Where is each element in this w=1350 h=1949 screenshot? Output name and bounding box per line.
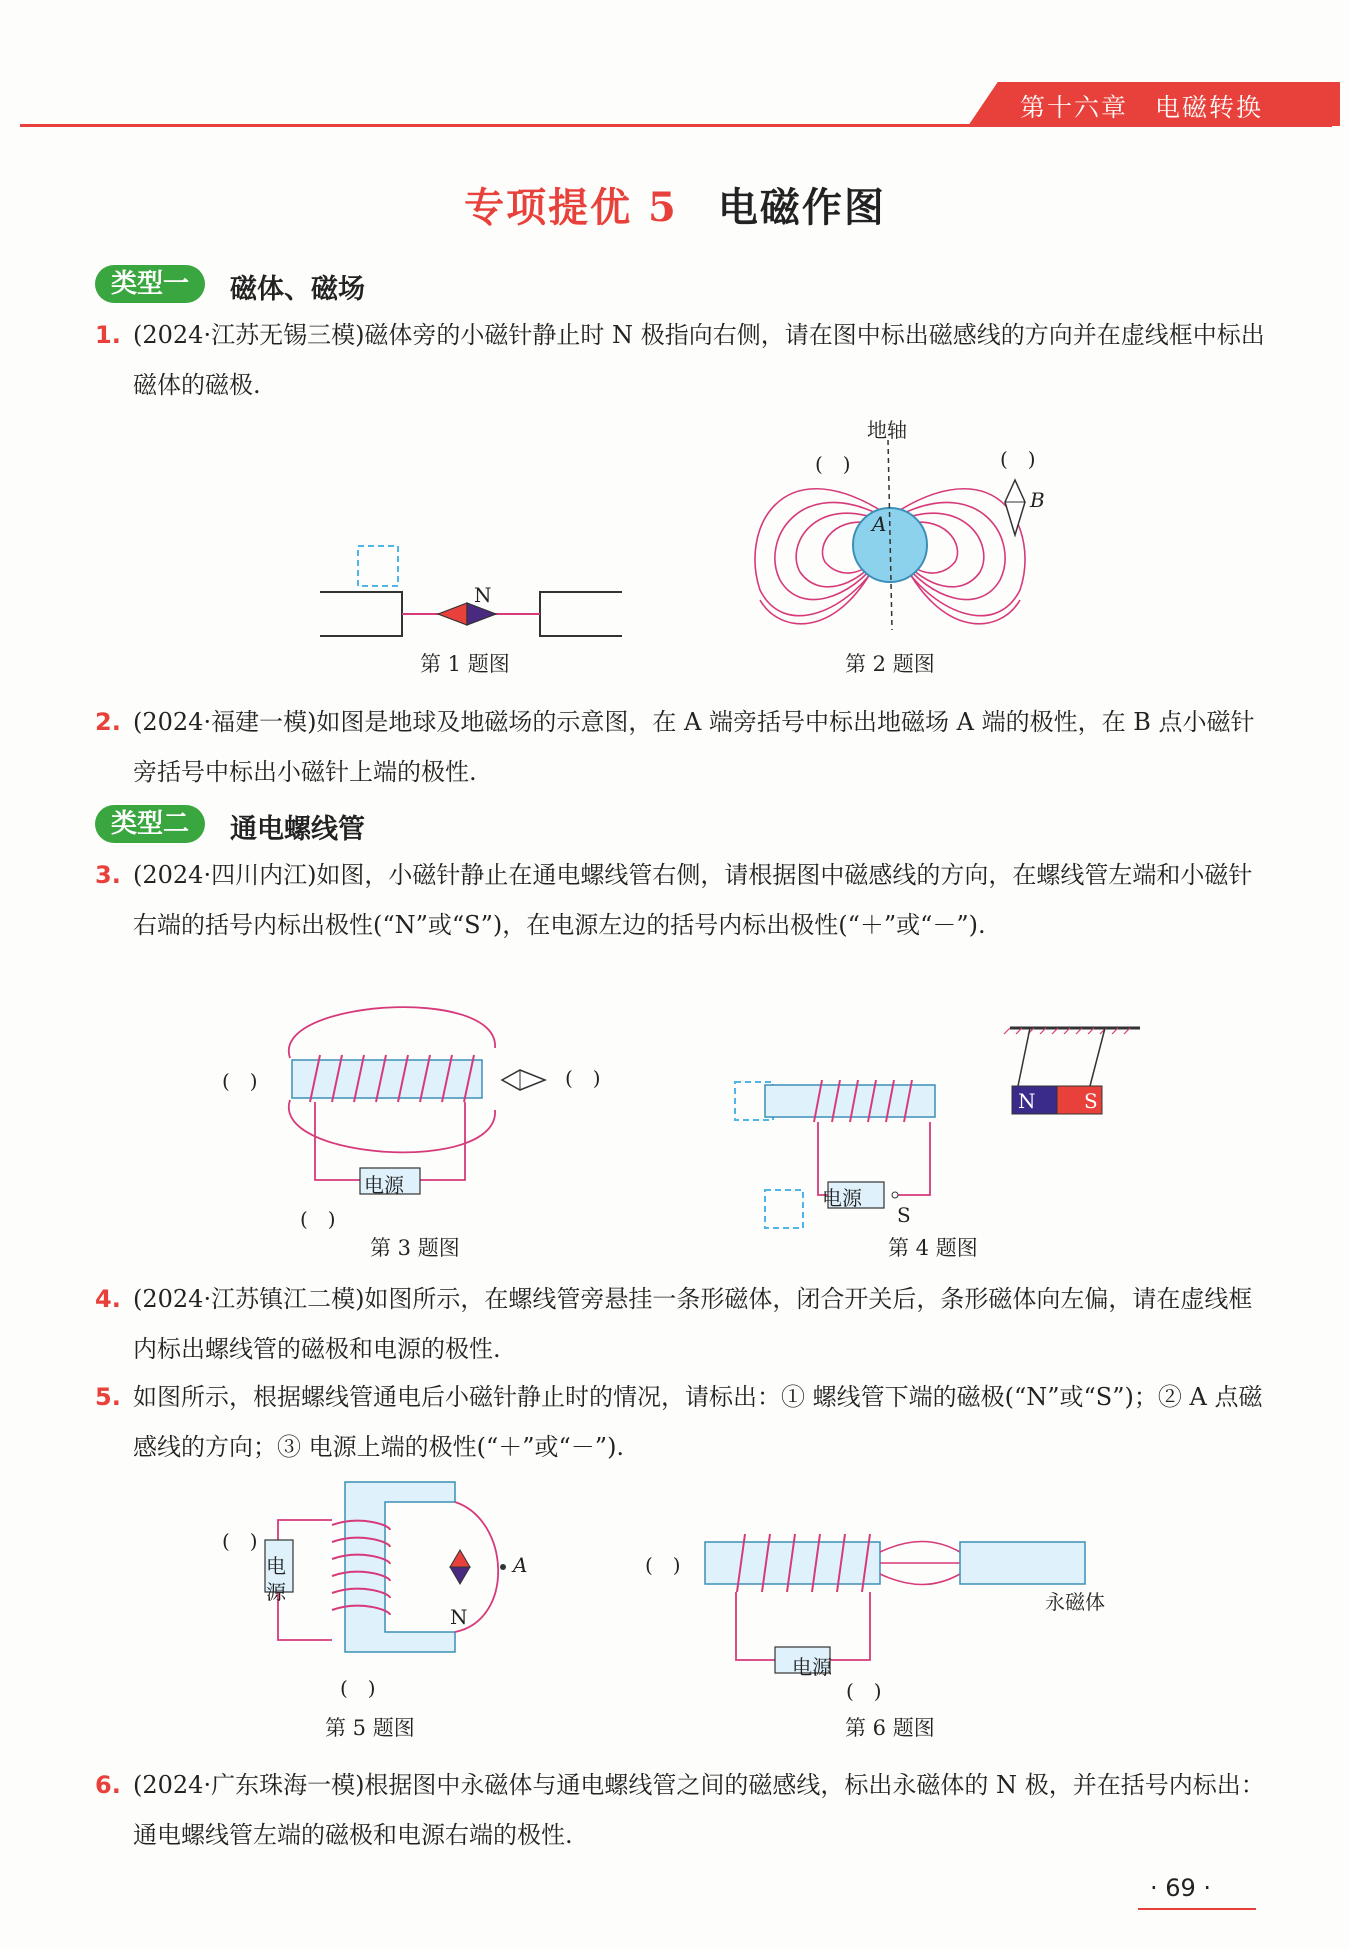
question-5-number: 5. (95, 1383, 121, 1411)
figure-5-power-label-1: 电 (266, 1554, 286, 1578)
page-title (0, 176, 1350, 233)
type-1-badge: 类型一 (95, 265, 205, 303)
figure-1-caption: 第 1 题图 (420, 652, 510, 676)
figure-1-needle-label: N (474, 583, 492, 607)
question-4-text: (2024·江苏镇江二模)如图所示，在螺线管旁悬挂一条形磁体，闭合开关后，条形磁体向左偏，请在虚线框内标出螺线管的磁极和电源的极性. (133, 1285, 1253, 1363)
figure-6-magnet-label: 永磁体 (1045, 1590, 1105, 1614)
question-6-text: (2024·广东珠海一模)根据图中永磁体与通电螺线管之间的磁感线，标出永磁体的 N 极，并在括号内标出：通电螺线管左端的磁极和电源右端的极性. (133, 1771, 1265, 1849)
figure-1-needle-s (438, 603, 467, 625)
figure-2-label-a: A (872, 512, 887, 536)
figure-6-permanent-magnet (960, 1542, 1085, 1584)
figure-2-caption: 第 2 题图 (845, 652, 935, 676)
figure-4-power-label: 电源 (822, 1186, 862, 1210)
figure-6-paren-left: ( ) (645, 1553, 681, 1577)
figure-5-point-a (500, 1564, 506, 1570)
figure-6-power-label: 电源 (792, 1655, 832, 1679)
figure-3-field-top (289, 1007, 495, 1058)
figure-5-needle-label: N (450, 1605, 468, 1629)
page-number-rule (1138, 1908, 1256, 1910)
figure-3-caption: 第 3 题图 (370, 1236, 460, 1260)
figure-2-earth (853, 508, 927, 582)
title-prefix: 专项提优 5 (464, 184, 678, 231)
figure-4-magnet-n-label: N (1018, 1089, 1036, 1113)
page-number: · 69 · (1150, 1874, 1212, 1902)
figure-4-magnet-s-label: S (1084, 1089, 1098, 1113)
figure-2-axis-label: 地轴 (867, 418, 907, 442)
figure-3-needle (502, 1070, 545, 1090)
figure-5-paren-power: ( ) (222, 1529, 258, 1553)
figure-4-switch-label: S (897, 1203, 911, 1227)
figure-1-magnet-left (320, 592, 402, 636)
figure-5-paren-bottom: ( ) (340, 1676, 376, 1700)
figure-4-caption: 第 4 题图 (888, 1236, 978, 1260)
figure-3-paren-right: ( ) (565, 1066, 601, 1090)
figure-5-needle-bottom (450, 1567, 470, 1584)
figure-4-switch (892, 1192, 898, 1198)
figure-1-dashed-box[interactable] (358, 546, 398, 586)
question-1 (95, 310, 1270, 410)
figure-6-field-lines (880, 1542, 960, 1585)
question-5 (95, 1372, 1270, 1472)
figure-4-dashed-box-bottom[interactable] (765, 1190, 803, 1228)
figure-5-label-a: A (513, 1553, 528, 1577)
figure-6-paren-power: ( ) (846, 1679, 882, 1703)
question-4-number: 4. (95, 1285, 121, 1313)
figure-3 (270, 1000, 650, 1200)
figure-4-string-right (1090, 1028, 1105, 1086)
figure-3-power-label: 电源 (364, 1173, 404, 1197)
figure-3-solenoid-core (292, 1060, 482, 1098)
question-2-number: 2. (95, 708, 121, 736)
figure-5-caption: 第 5 题图 (325, 1716, 415, 1740)
question-5-text: 如图所示，根据螺线管通电后小磁针静止时的情况，请标出：① 螺线管下端的磁极(“N”或“S”)；② A 点磁感线的方向；③ 电源上端的极性(“＋”或“－”). (133, 1383, 1263, 1461)
question-1-number: 1. (95, 321, 121, 349)
figure-4-string-left (1018, 1028, 1030, 1086)
question-2-text: (2024·福建一模)如图是地球及地磁场的示意图，在 A 端旁括号中标出地磁场 A 端的极性，在 B 点小磁针旁括号中标出小磁针上端的极性. (133, 708, 1255, 786)
figure-6-caption: 第 6 题图 (845, 1716, 935, 1740)
question-2 (95, 697, 1270, 797)
figure-4 (730, 1020, 1150, 1230)
question-3-text: (2024·四川内江)如图，小磁针静止在通电螺线管右侧，请根据图中磁感线的方向，在螺线管左端和小磁针右端的括号内标出极性(“N”或“S”)，在电源左边的括号内标出极性(“＋”或“－”). (133, 861, 1253, 939)
figure-3-paren-power: ( ) (300, 1207, 336, 1231)
figure-2-paren-a: ( ) (815, 452, 851, 476)
figure-5-u-core (345, 1482, 455, 1652)
question-6 (95, 1760, 1270, 1860)
figure-1-magnet-right (540, 592, 622, 636)
figure-2-needle (1005, 480, 1025, 535)
question-1-text: (2024·江苏无锡三模)磁体旁的小磁针静止时 N 极指向右侧，请在图中标出磁感线的方向并在虚线框中标出磁体的磁极. (133, 321, 1265, 399)
figure-3-paren-left: ( ) (222, 1069, 258, 1093)
type-2-name: 通电螺线管 (230, 814, 365, 845)
question-6-number: 6. (95, 1771, 121, 1799)
figure-5-needle-top (450, 1550, 470, 1567)
figure-2-paren-b: ( ) (1000, 447, 1036, 471)
title-main: 电磁作图 (717, 184, 886, 231)
question-3 (95, 850, 1270, 950)
question-3-number: 3. (95, 861, 121, 889)
type-1-name: 磁体、磁场 (230, 274, 365, 305)
question-4 (95, 1274, 1270, 1374)
figure-2-label-b: B (1030, 488, 1045, 512)
chapter-title: 第十六章 电磁转换 (1020, 93, 1264, 122)
type-2-badge: 类型二 (95, 805, 205, 843)
figure-5-power-label-2: 源 (266, 1580, 286, 1604)
